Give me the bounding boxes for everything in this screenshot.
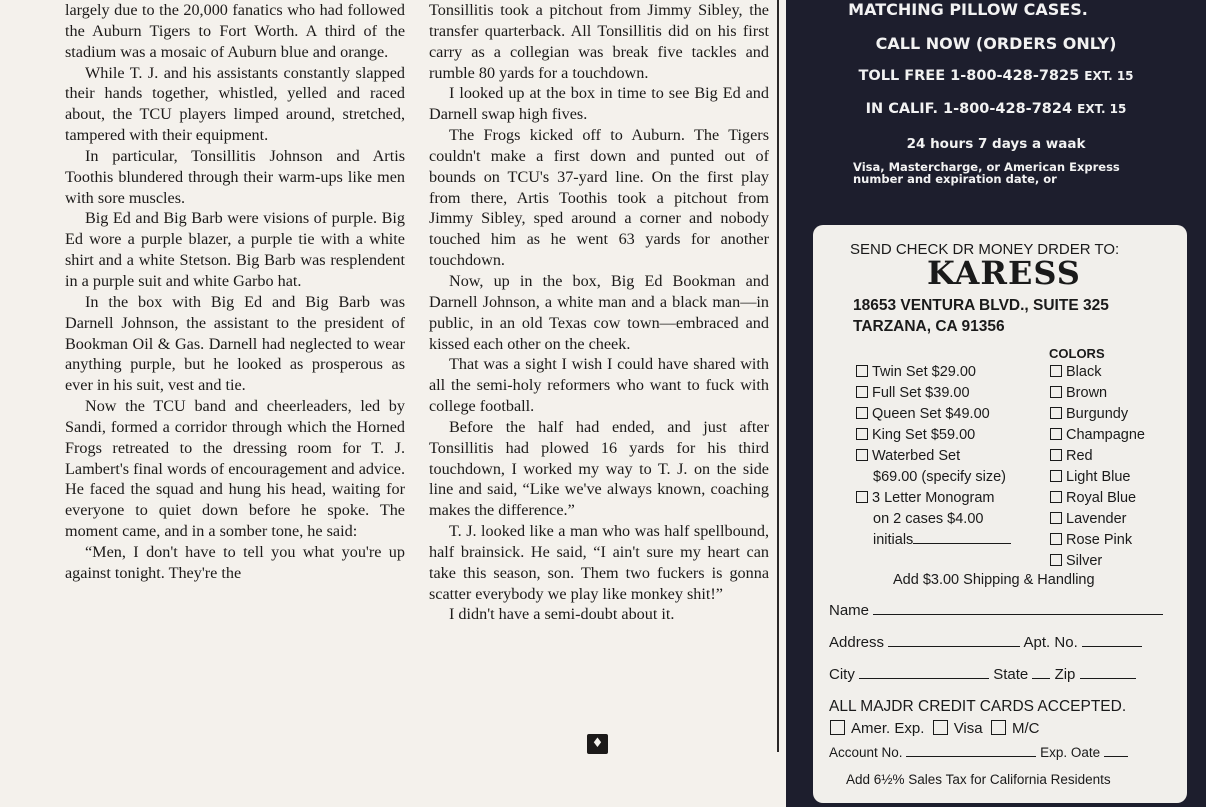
paragraph: The Frogs kicked off to Auburn. The Tigers couldn't make a first down and punted out of bounds on TCU's 37-yard line. On the first play from there, Artis Toothis took a pitchout from Jimmy Sibley, sped around a corner and nobody touched him as he went 63 yards for another touchdown. — [429, 126, 769, 270]
exp-date-input[interactable] — [1104, 746, 1128, 757]
color-options — [1050, 362, 1145, 572]
paragraph: Now the TCU band and cheerleaders, led by Sandi, formed a corridor through which the Horned Frogs retreated to the dressing room for T. J. Lambert's final words of encouragement and advice. He faced the squad and hung his head, waiting for everyone to quiet down before he spoke. The moment came, and in a somber tone, he said: — [65, 397, 405, 541]
checkbox[interactable] — [1050, 533, 1062, 545]
paragraph: That was a sight I wish I could have shared with all the semi-holy reformers who want to fuck with college football. — [429, 355, 769, 416]
set-option-king[interactable]: King Set $59.00 — [856, 425, 1011, 446]
checkbox[interactable] — [1050, 470, 1062, 482]
city-input[interactable] — [859, 668, 989, 679]
name-input[interactable] — [873, 604, 1163, 615]
checkbox[interactable] — [1050, 554, 1062, 566]
name-field[interactable]: Name — [829, 602, 1163, 619]
checkbox[interactable] — [856, 428, 868, 440]
playboy-rabbit-icon: ♦ — [587, 734, 608, 754]
checkbox[interactable] — [1050, 428, 1062, 440]
paragraph: T. J. looked like a man who was half spellbound, half brainsick. He said, “I ain't sure my heart can take this season, son. Them two fuckers is gonna scatter everybody we play like monkey shit!” — [429, 522, 769, 603]
zip-input[interactable] — [1080, 668, 1136, 679]
set-options — [856, 362, 1011, 551]
paragraph: “Men, I don't have to tell you what you're up against tonight. They're the — [65, 542, 405, 582]
initials-input[interactable] — [913, 533, 1011, 544]
checkbox[interactable] — [830, 720, 845, 735]
card-option-mc[interactable]: M/C — [991, 720, 1040, 737]
color-option[interactable]: Burgundy — [1050, 404, 1145, 425]
monogram-price: on 2 cases $4.00 — [873, 511, 984, 527]
paragraph: I didn't have a semi-doubt about it. — [449, 605, 675, 624]
set-option-queen[interactable]: Queen Set $49.00 — [856, 404, 1011, 425]
checkbox[interactable] — [856, 491, 868, 503]
checkbox[interactable] — [933, 720, 948, 735]
checkbox[interactable] — [856, 365, 868, 377]
paragraph: I looked up at the box in time to see Big Ed and Darnell swap high fives. — [429, 84, 769, 124]
paragraph: Before the half had ended, and just after Tonsillitis had plowed 16 yards for his third touchdown, I worked my way to T. J. on the side line and said, “Like we've always known, coaching makes the difference.” — [429, 417, 769, 520]
paragraph: While T. J. and his assistants constantly slapped their hands together, whistled, yelled and raced about, the TCU players limped around, stretched, tampered with their equipment. — [65, 63, 405, 145]
address-field[interactable]: Address Apt. No. — [829, 634, 1142, 651]
card-option-visa[interactable]: Visa — [933, 720, 983, 737]
waterbed-price: $69.00 (specify size) — [873, 469, 1006, 485]
city-state-zip-field[interactable]: City State Zip — [829, 666, 1136, 683]
address-input[interactable] — [888, 636, 1020, 647]
column-divider — [777, 0, 779, 752]
color-option[interactable]: Lavender — [1050, 509, 1145, 530]
set-option-full[interactable]: Full Set $39.00 — [856, 383, 1011, 404]
ad-calif-phone: IN CALIF. 1-800-428-7824 EXT. 15 — [865, 101, 1127, 117]
checkbox[interactable] — [1050, 386, 1062, 398]
color-option[interactable]: Black — [1050, 362, 1145, 383]
set-option-waterbed[interactable]: Waterbed Set — [856, 446, 1011, 467]
coupon-address-line1: 18653 VENTURA BLVD., SUITE 325 — [853, 297, 1109, 314]
ad-toll-free: TOLL FREE 1-800-428-7825 EXT. 15 — [858, 68, 1134, 84]
card-type-options — [830, 720, 1039, 737]
coupon-send-to: SEND CHECK DR MONEY DRDER TO: — [850, 241, 1120, 258]
initials-field[interactable]: initials — [856, 530, 1011, 551]
coupon-address-line2: TARZANA, CA 91356 — [853, 318, 1005, 335]
paragraph: Tonsillitis took a pitchout from Jimmy Sibley, the transfer quarterback. All Tonsillitis did on his first carry as a collegian was break five tackles and rumble 80 yards for a touchdown. — [429, 1, 769, 82]
ad-call-now: CALL NOW (ORDERS ONLY) — [875, 34, 1117, 53]
article-column-1 — [65, 0, 405, 584]
paragraph: largely due to the 20,000 fanatics who had followed the Auburn Tigers to Fort Worth. A third of the stadium was a mosaic of Auburn blue and orange. — [65, 1, 405, 61]
paragraph: In the box with Big Ed and Big Barb was Darnell Johnson, the assistant to the president of Bookman Oil & Gas. Darnell had neglected to wear anything purple, but he looked as prosperous as ever in his suit, vest and tie. — [65, 292, 405, 395]
ad-hours: 24 hours 7 days a waak — [906, 136, 1086, 152]
shipping-note: Add $3.00 Shipping & Handling — [893, 572, 1095, 588]
state-input[interactable] — [1032, 668, 1050, 679]
card-option-amex[interactable]: Amer. Exp. — [830, 720, 924, 737]
checkbox[interactable] — [856, 407, 868, 419]
paragraph: Now, up in the box, Big Ed Bookman and Darnell Johnson, a white man and a black man—in public, in an old Texas cow town—embraced and kissed each other on the cheek. — [429, 271, 769, 353]
checkbox[interactable] — [1050, 449, 1062, 461]
color-option[interactable]: Silver — [1050, 551, 1145, 572]
brand-logo: KARESS — [927, 254, 1081, 292]
colors-header: COLORS — [1049, 346, 1105, 361]
paragraph: Big Ed and Big Barb were visions of purple. Big Ed wore a purple blazer, a purple tie with a white shirt and a white Stetson. Big Barb was resplendent in a purple suit and white Garbo hat. — [65, 209, 405, 290]
article-column-2 — [429, 0, 769, 625]
sales-tax-note: Add 6½% Sales Tax for California Residents — [846, 772, 1111, 787]
account-field[interactable]: Account No. Exp. Oate — [829, 745, 1128, 760]
set-option-monogram[interactable]: 3 Letter Monogram — [856, 488, 1011, 509]
color-option[interactable]: Royal Blue — [1050, 488, 1145, 509]
ad-headline: MATCHING PILLOW CASES. — [848, 0, 1088, 19]
checkbox[interactable] — [856, 449, 868, 461]
account-input[interactable] — [906, 746, 1036, 757]
color-option[interactable]: Light Blue — [1050, 467, 1145, 488]
order-coupon — [813, 225, 1187, 803]
checkbox[interactable] — [856, 386, 868, 398]
credit-cards-accepted: ALL MAJDR CREDIT CARDS ACCEPTED. — [829, 698, 1127, 715]
color-option[interactable]: Brown — [1050, 383, 1145, 404]
checkbox[interactable] — [1050, 512, 1062, 524]
checkbox[interactable] — [991, 720, 1006, 735]
checkbox[interactable] — [1050, 407, 1062, 419]
color-option[interactable]: Rose Pink — [1050, 530, 1145, 551]
checkbox[interactable] — [1050, 365, 1062, 377]
apt-input[interactable] — [1082, 636, 1142, 647]
checkbox[interactable] — [1050, 491, 1062, 503]
color-option[interactable]: Champagne — [1050, 425, 1145, 446]
ad-cards-note: Visa, Mastercharge, or American Express number and expiration date, or — [853, 160, 1120, 186]
set-option-twin[interactable]: Twin Set $29.00 — [856, 362, 1011, 383]
color-option[interactable]: Red — [1050, 446, 1145, 467]
paragraph: In particular, Tonsillitis Johnson and Artis Toothis blundered through their warm-ups like men with sore muscles. — [65, 146, 405, 207]
